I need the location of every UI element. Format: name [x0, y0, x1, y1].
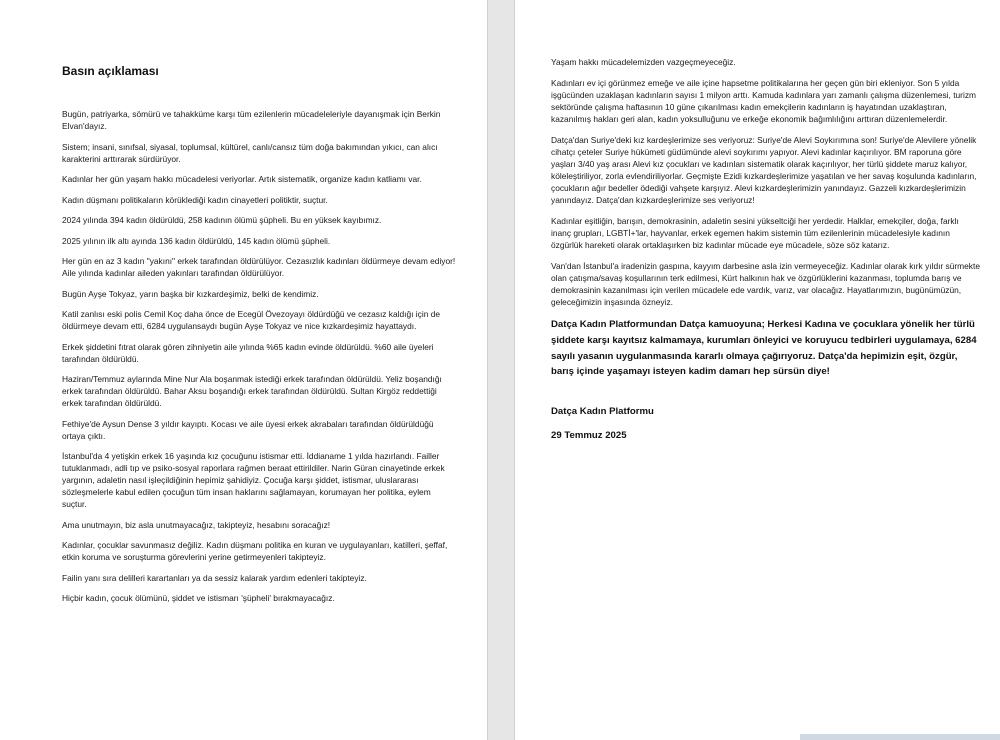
paragraph: İstanbul'da 4 yetişkin erkek 16 yaşında kız çocuğunu istismar etti. İddianame 1 yılda hazırlandı. Failler tutuklanmadı, adli tıp ve psiko-sosyal raporlara rağmen beraat ettirildiler. Narin Güran cinayetinde erkek yargının, adaletin nasıl işleçildiğinin hepimiz şahidiyiz. Çocuğa karşı şiddet, istismar, uluslararası sözleşmelerle kabul edilen çocuğun tüm insan haklarını sağlamayan, korumayan her politika, eylem suçtur.: [62, 451, 445, 509]
paragraph: Erkek şiddetini fıtrat olarak gören zihniyetin aile yılında %65 kadın evinde öldürüldü. %60 aile üyeleri tarafından öldürüldü.: [62, 341, 434, 364]
bold-statement: Datça Kadın Platformundan Datça kamuoyuna; Herkesi Kadına ve çocuklara yönelik her türlü şiddete karşı kayıtsız kalmamaya, kurumları önleyici ve koruyucu tedbirleri uygulamaya, 6284 sayılı yasanın uygulanmasında kararlı olmaya çağırıyoruz. Datça'da hepimizin eşit, özgür, barış içinde yaşamayı isteyen kadim damarı hep sürsün diye!: [551, 319, 977, 378]
paragraph: Kadınlar eşitliğin, barışın, demokrasinin, adaletin sesini yükseltciği her yerdedir. Halklar, emekçiler, doğa, farklı inanç grupları, LGBTİ+'lar, hayvanlar, erkek egemen hakim sistemin tüm ezilenlerinin mücadelesiyle kadının özgürlük hareketi olarak ortaklaşırken biz kadınlar mücade eye mücadele, söze söz katarız.: [551, 216, 959, 250]
right-body: [551, 56, 980, 441]
document-page-right: [514, 0, 1000, 740]
paragraph: Van'dan İstanbul'a iradenizin gaspına, kayyım darbesine asla izin vermeyeceğiz. Kadınlar olarak kırk yıldır sürmekte olan çatışma/savaş koşullarının terk edilmesi, Kürt halkının hak ve özgürlüklerini kazanması, toplumda barış ve demokrasinin kazanılması için verilen mücadele ede vardık, varız, var olacağız. Hayatlarımızın, bugünümüzün, geleceğimizin inşasında özneyiz.: [551, 261, 980, 307]
paragraph: Her gün en az 3 kadın "yakını" erkek tarafından öldürülüyor. Cezasızlık kadınları öldürmeye devam ediyor! Aile yılında kadınlar aileden yakınları tarafından öldürülüyor.: [62, 256, 456, 278]
paragraph: Sistem; insani, sınıfsal, siyasal, toplumsal, kültürel, canlı/cansız tüm doğa bakımından yıkıcı, can alıcı karakterini arttırarak sürdürüyor.: [62, 141, 438, 164]
paragraph: Datça'dan Suriye'deki kız kardeşlerimize ses veriyoruz: Suriye'de Alevi Soykırımına son! Suriye'de Alevilere yönelik cihatçı çeteler Suriye hükümeti güdümünde alevi soykırımı yapıyor. Alevi kadınlar kaçırılıyor. BM raporuna göre yaşları 3/40 yaş arası Alevi kız çocukları ve kadınları sistematik olarak kaçırılıyor, her türlü şiddete maruz kalıyor, köleleştiriliyor, zorla evlendiriliyorlar. Geçmişte Ezidi kızkardeşlerimize yaşatılan ve her savaş koşulunda kadınların, çocukların ağır bedeller ödediği vahşete karşıyız. Alevi kızkardeşlerimizin yanındayız. Gazzeli kızkardeşlerimizin yanındayız. Datça'dan kızkardeşlerimize ses veriyoruz!: [551, 135, 977, 205]
paragraph: Kadınları ev içi görünmez emeğe ve aile içine hapsetme politikalarına her geçen gün biri ekleniyor. Son 5 yılda işgücünden uzaklaşan kadınların sayısı 1 milyon arttı. Kamuda kadınlara yarı zamanlı çalışma düzenlemesi, turizm sektöründe çalışma haftasının 10 güne çıkarılması kadın emekçilerin kadınların iş hayatından uzaklaştıran, kazanılmış hakları geri alan, kadın yoksulluğunu ve erkeğe ekonomik bağımlılığını arttıran düzenlemelerdir.: [551, 78, 976, 124]
paragraph: Bugün, patriyarka, sömürü ve tahakküme karşı tüm ezilenlerin mücadeleleriyle dayanışmak için Berkin Elvan'dayız.: [62, 109, 441, 131]
signature: Datça Kadın Platformu: [551, 406, 654, 418]
paragraph: Yaşam hakkı mücadelemizden vazgeçmeyeceğiz.: [551, 57, 736, 67]
paragraph: Kadınlar, çocuklar savunmasız değiliz. Kadın düşmanı politika en kuran ve uygulayanları, katilleri, şeffaf, etkin koruma ve soruşturma görevlerini yerine getirmeyenleri takipteyiz.: [62, 540, 448, 562]
paragraph: Kadınlar her gün yaşam hakkı mücadelesi veriyorlar. Artık sistematik, organize kadın katliamı var.: [62, 174, 422, 184]
page-title: Basın açıklaması: [62, 64, 159, 78]
paragraph: Katil zanlısı eski polis Cemil Koç daha önce de Ecegül Övezoyayı öldürdüğü ve cezasız kaldığı için de öldürmeye devam etti, 6284 uygulansaydı bugün Ayşe Tokyaz ve nice kızkardeşimiz hayattaydı.: [62, 309, 441, 331]
paragraph: Bugün Ayşe Tokyaz, yarın başka bir kızkardeşimiz, belki de kendimiz.: [62, 288, 319, 299]
paragraph: Hiçbir kadın, çocuk ölümünü, şiddet ve istismarı 'şüpheli' bırakmayacağız.: [62, 593, 335, 603]
paragraph: Haziran/Temmuz aylarında Mine Nur Ala boşanmak istediği erkek tarafından öldürüldü. Yeliz boşandığı erkek tarafından öldürüldü. Bahar Aksu boşandığı erkek tarafından öldürüldü. Sultan Kirgöz reddettiği erkek tarafından öldürüldü.: [62, 374, 442, 408]
left-body: [62, 108, 457, 604]
signature-date: 29 Temmuz 2025: [551, 430, 627, 442]
paragraph: Failin yanı sıra delilleri karartanları ya da sessiz kalarak yardım edenleri takipteyiz.: [62, 572, 367, 583]
paragraph: Fethiye'de Aysun Dense 3 yıldır kayıptı. Kocası ve aile üyesi erkek akrabaları tarafından öldürüldüğü ortaya çıktı.: [62, 418, 434, 441]
paragraph: 2025 yılının ilk altı ayında 136 kadın öldürüldü, 145 kadın ölümü şüpheli.: [62, 235, 331, 246]
document-page-left: [0, 0, 488, 740]
paragraph: Kadın düşmanı politikaların körüklediği kadın cinayetleri politiktir, suçtur.: [62, 194, 328, 205]
window-bottom-edge: [800, 734, 1000, 740]
paragraph: Ama unutmayın, biz asla unutmayacağız, takipteyiz, hesabını soracağız!: [62, 519, 331, 530]
paragraph: 2024 yılında 394 kadın öldürüldü, 258 kadının ölümü şüpheli. Bu en yüksek kayıbımız.: [62, 215, 382, 225]
